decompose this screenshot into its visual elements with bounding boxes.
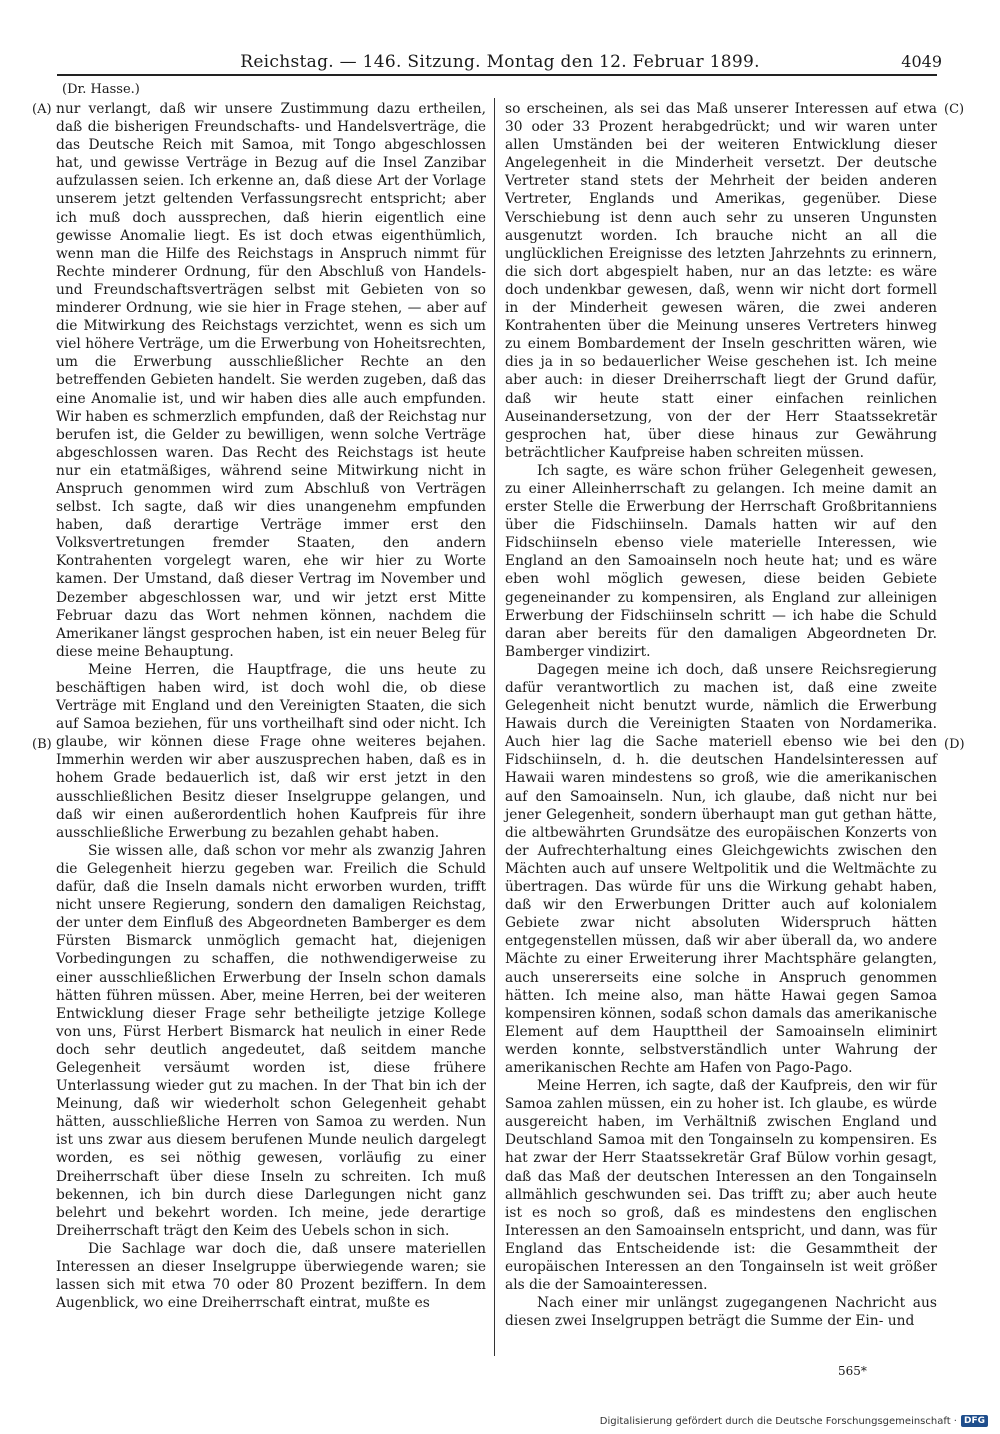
paragraph: Dagegen meine ich doch, daß unsere Reichsregierung dafür verantwortlich zu machen ist, daß eine zweite Gelegenheit nicht benutzt wurde, nämlich die Erwerbung Hawais durch die Vereinigten Staaten von Nordamerika. Auch hier lag die Sache materiell ebenso wie bei den Fidschiinseln, d. h. die deutschen Handelsinteressen auf Hawaii waren mindestens so groß, wie die amerikanischen auf den Samoainseln. Nun, ich glaube, daß nicht nur bei jener Gelegenheit, sondern überhaupt man gut gethan hätte, die altbewährten Grundsätze des europäischen Konzerts von der Aufrechterhaltung eines Gleichgewichts zwischen den Mächten auch auf unsere Weltpolitik und die Weltmächte zu übertragen. Das würde für uns die Wirkung gehabt haben, daß wir den Erwerbungen Dritter auch auf kolonialem Gebiete zwar nicht absoluten Widerspruch hätten entgegenstellen müssen, daß wir aber überall da, wo andere Mächte zu einer Erweiterung ihrer Machtsphäre gelangten, auch unsererseits eine solche in Anspruch genommen hätten. Ich meine also, man hätte Hawai gegen Samoa kompensiren können, sodaß schon damals das amerikanische Element auf dem Haupttheil der Samoainseln eliminirt werden konnte, selbstverständlich unter Wahrung der amerikanischen Rechte am Hafen von Pago-Pago. (505, 661, 937, 1076)
dfg-logo-icon: DFG (961, 1415, 988, 1427)
header-rule (57, 74, 937, 76)
left-column (56, 100, 486, 1312)
right-column (505, 100, 937, 1330)
paragraph: nur verlangt, daß wir unsere Zustimmung dazu ertheilen, daß die bisherigen Freundschafts- und Handelsverträge, die das Deutsche Reich mit Samoa, mit Tongo abgeschlossen hat, und gewisse Verträge in Bezug auf die Insel Zanzibar aufzulassen seien. Ich erkenne an, daß diese Art der Vorlage unserem jetzt geltenden Verfassungsrecht entspricht; aber ich muß doch aussprechen, daß hierin eigentlich eine gewisse Anomalie liegt. Es ist doch etwas eigenthümlich, wenn man die Hilfe des Reichstags in Anspruch nimmt für Rechte minderer Ordnung, für den Abschluß von Handels- und Freundschaftsverträgen selbst mit Gebieten von so minderer Ordnung, wie sie hier in Frage stehen, — aber auf die Mitwirkung des Reichstags verzichtet, wenn es sich um viel höhere Verträge, um die Erwerbung von Hoheitsrechten, um die Erwerbung ausschließlicher Rechte an den betreffenden Gebieten handelt. Sie werden zugeben, daß das eine Anomalie ist, und wir haben dies alle auch empfunden. Wir haben es schmerzlich empfunden, daß der Reichstag nur berufen ist, die Gelder zu bewilligen, wenn solche Verträge abgeschlossen waren. Das Recht des Reichstags ist heute nur ein etatmäßiges, während seine Mitwirkung nicht in Anspruch genommen wird zum Abschluß von Verträgen selbst. Ich sagte, daß wir dies unangenehm empfunden haben, daß derartige Verträge immer erst den Volksvertretungen fremder Staaten, den andern Kontrahenten vorgelegt waren, ehe wir hier zu Worte kamen. Der Umstand, daß dieser Vertrag im November und Dezember abgeschlossen war, und wir jetzt erst Mitte Februar dazu das Wort nehmen können, nachdem die Amerikaner längst gesprochen haben, ist ein neuer Beleg für diese meine Behauptung. (56, 101, 486, 660)
paragraph: Ich sagte, es wäre schon früher Gelegenheit gewesen, zu einer Alleinherrschaft zu gelangen. Ich meine damit an erster Stelle die Erwerbung der Herrschaft Großbritanniens über die Fidschiinseln. Damals hatten wir auf den Fidschiinseln ebenso viele materielle Interessen, wie England an den Samoainseln noch heute hat; und es wäre eben wohl möglich gewesen, diese beiden Gebiete gegeneinander zu kompensiren, als England zur alleinigen Erwerbung der Fidschiinseln schritt — ich habe die Schuld daran aber bereits für den damaligen Abgeordneten Dr. Bamberger vindizirt. (505, 462, 937, 660)
column-divider (494, 98, 495, 1356)
speaker-label: (Dr. Hasse.) (62, 82, 140, 97)
paragraph: Meine Herren, die Hauptfrage, die uns heute zu beschäftigen haben wird, ist doch wohl die, ob diese Verträge mit England und den Vereinigten Staaten, die sich auf Samoa beziehen, für uns vortheilhaft sind oder nicht. Ich glaube, wir können diese Frage ohne weiteres bejahen. Immerhin werden wir aber auszusprechen haben, daß es in hohem Grade bedauerlich ist, daß wir erst jetzt in den ausschließlichen Besitz dieser Inselgruppe gelangen, und daß wir einen außerordentlich hohen Kaufpreis für ihre ausschließliche Erwerbung zu bezahlen gehabt haben. (56, 661, 486, 841)
margin-marker-a: (A) (32, 102, 52, 117)
margin-marker-d: (D) (944, 737, 965, 752)
margin-marker-c: (C) (944, 102, 965, 117)
margin-marker-b: (B) (32, 737, 52, 752)
digitization-footer (600, 1415, 988, 1427)
running-title: Reichstag. — 146. Sitzung. Montag den 12. Februar 1899. (240, 52, 760, 72)
paragraph: Sie wissen alle, daß schon vor mehr als zwanzig Jahren die Gelegenheit hierzu gegeben war. Freilich die Schuld dafür, daß die Inseln damals nicht erworben wurden, trifft nicht unsere Regierung, sondern den damaligen Reichstag, der unter dem Einfluß des Abgeordneten Bamberger es dem Fürsten Bismarck unmöglich gemacht hat, diejenigen Vorbedingungen zu schaffen, die nothwendigerweise zu einer ausschließlichen Erwerbung der Inseln schon damals hätten führen müssen. Aber, meine Herren, bei der weiteren Entwicklung dieser Frage sehr betheiligte jetzige Kollege von uns, Fürst Herbert Bismarck hat neulich in einer Rede doch sehr deutlich angedeutet, daß seitdem manche Gelegenheit versäumt worden ist, diese frühere Unterlassung wieder gut zu machen. In der That bin ich der Meinung, daß wir wiederholt schon Gelegenheit gehabt hätten, ausschließliche Herren von Samoa zu werden. Nun ist uns zwar aus diesem berufenen Munde neulich dargelegt worden, es sei nöthig gewesen, vorläufig zu einer Dreiherrschaft über diese Inseln zu schreiten. Ich muß bekennen, ich bin durch diese Darlegungen nicht ganz belehrt und bekehrt worden. Ich meine, jede derartige Dreiherrschaft trägt den Keim des Uebels schon in sich. (56, 842, 486, 1239)
paragraph: Meine Herren, ich sagte, daß der Kaufpreis, den wir für Samoa zahlen müssen, ein zu hoher ist. Ich glaube, es würde ausgereicht haben, im Verhältniß zwischen England und Deutschland Samoa mit den Tongainseln zu kompensiren. Es hat zwar der Herr Staatssekretär Graf Bülow vorhin gesagt, daß das Maß der deutschen Interessen an den Tongainseln allmählich geschwunden sei. Das trifft zu; aber auch heute ist es noch so groß, daß es mindestens den englischen Interessen an den Samoainseln entspricht, und dann, was für England das Entscheidende ist: die Gesammtheit der europäischen Interessen an den Tongainseln ist weit größer als die der Samoainteressen. (505, 1078, 937, 1294)
paragraph: Nach einer mir unlängst zugegangenen Nachricht aus diesen zwei Inselgruppen beträgt die Summe der Ein- und (505, 1295, 937, 1330)
signature-mark: 565* (838, 1364, 867, 1378)
paragraph: so erscheinen, als sei das Maß unserer Interessen auf etwa 30 oder 33 Prozent herabgedrückt; und wir waren unter allen Umständen bei der weiteren Entwicklung dieser Angelegenheit in die Minderheit versetzt. Der deutsche Vertreter stand stets der Mehrheit der beiden anderen Vertreter, Englands und Amerikas, gegenüber. Diese Verschiebung ist denn auch sehr zu unseren Ungunsten ausgenutzt worden. Ich brauche nicht an all die unglücklichen Ereignisse des letzten Jahrzehnts zu erinnern, die sich dort abgespielt haben, nur an das letzte: es wäre doch undenkbar gewesen, daß, wenn wir nicht dort formell in der Minderheit gewesen wären, die zwei anderen Kontrahenten über die Meinung unseres Vertreters hinweg zu einem Bombardement der Inseln geschritten wären, wie dies ja in so bedauerlicher Weise geschehen ist. Ich meine aber auch: in dieser Dreiherrschaft liegt der Grund dafür, daß wir heute statt einer einfachen reinlichen Auseinandersetzung, von der der Herr Staatssekretär gesprochen hat, über diese hinaus zur Gewährung beträchtlicher Kaufpreise haben schreiten müssen. (505, 101, 937, 461)
footer-text: Digitalisierung gefördert durch die Deutsche Forschungsgemeinschaft · (599, 1415, 957, 1427)
paragraph: Die Sachlage war doch die, daß unsere materiellen Interessen an dieser Inselgruppe überwiegende waren; sie lassen sich mit etwa 70 oder 80 Prozent beziffern. In dem Augenblick, wo eine Dreiherrschaft eintrat, mußte es (56, 1240, 486, 1312)
page-number: 4049 (901, 52, 942, 71)
